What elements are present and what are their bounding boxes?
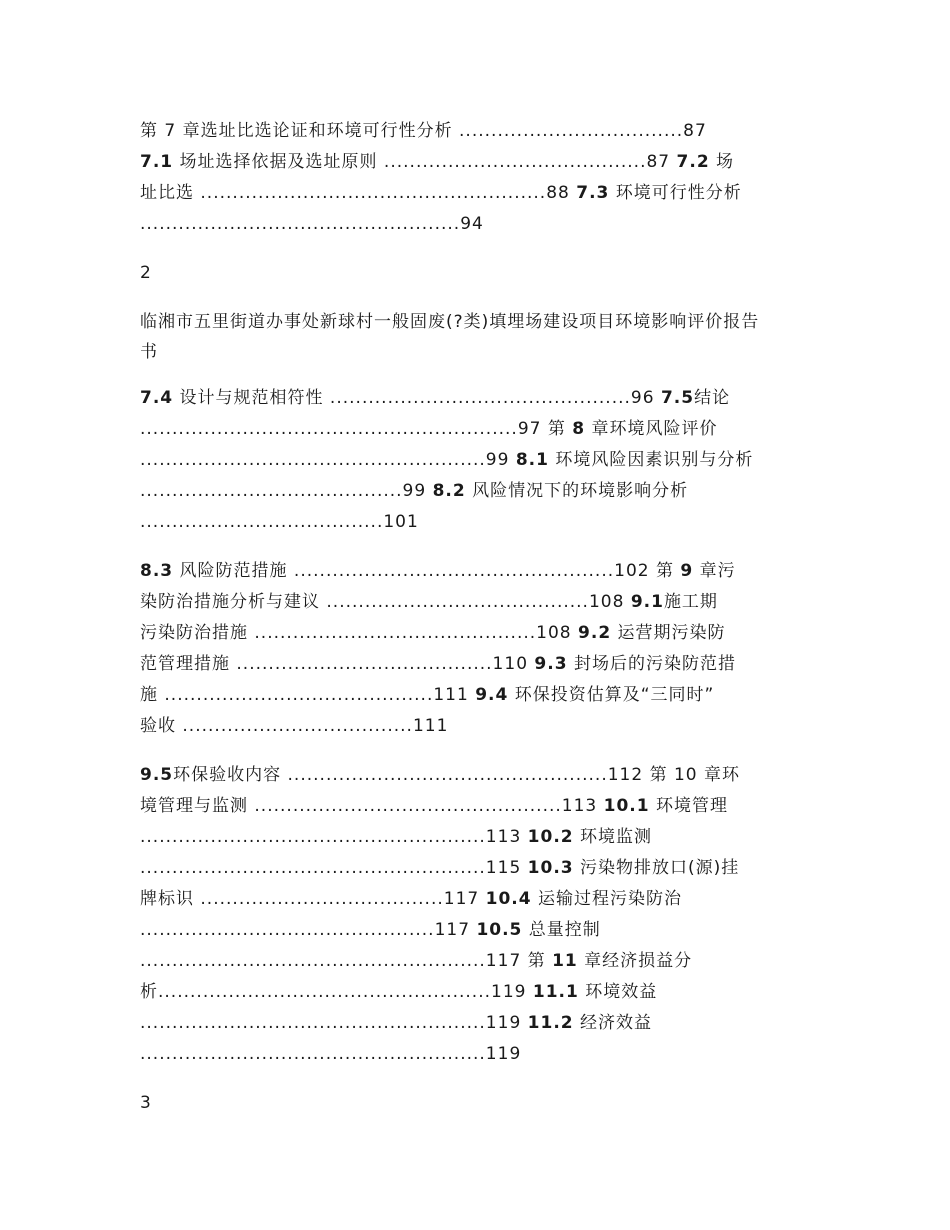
toc-text: 环境效益 — [578, 982, 658, 1002]
toc-line — [140, 951, 692, 971]
toc-text: 环境监测 — [573, 827, 653, 847]
toc-text: ......................................................119 — [140, 1044, 522, 1064]
toc-line — [140, 827, 652, 847]
toc-text: 污染防治措施 ............................................108 — [140, 623, 579, 643]
section-number: 9.2 — [578, 623, 612, 643]
toc-line — [140, 214, 484, 234]
toc-text: ......................................................99 — [140, 450, 516, 470]
toc-line — [140, 982, 657, 1002]
toc-line — [140, 419, 718, 439]
section-number: 9 — [680, 561, 694, 581]
section-number: 10.3 — [527, 858, 574, 878]
toc-line — [140, 889, 682, 909]
toc-text: 场 — [709, 152, 735, 172]
section-number: 8 — [572, 419, 586, 439]
toc-line — [140, 183, 742, 203]
toc-text: ..................................................94 — [140, 214, 484, 234]
toc-line — [140, 388, 730, 408]
toc-text: 章环境风险评价 — [585, 419, 718, 439]
toc-text: 风险防范措施 ..................................................102 第 — [173, 561, 681, 581]
toc-line — [140, 858, 739, 878]
toc-text: 结论 — [694, 388, 731, 408]
toc-line — [140, 561, 736, 581]
section-number: 9.5 — [140, 765, 174, 785]
toc-text: .........................................99 — [140, 481, 433, 501]
section-number: 7.4 — [140, 388, 174, 408]
toc-line — [140, 654, 736, 674]
toc-text: 污染物排放口(源)挂 — [573, 858, 740, 878]
toc-line — [140, 765, 740, 785]
toc-text: ......................................................113 — [140, 827, 528, 847]
toc-text: ......................................................117 第 — [140, 951, 553, 971]
toc-line — [140, 121, 707, 141]
section-number: 7.3 — [576, 183, 610, 203]
toc-text: 场址选择依据及选址原则 .........................................87 — [173, 152, 677, 172]
section-number: 10.2 — [527, 827, 574, 847]
section-number: 10.4 — [485, 889, 532, 909]
section-number: 11.1 — [532, 982, 579, 1002]
toc-text: 址比选 ......................................................88 — [140, 183, 577, 203]
toc-text: 总量控制 — [522, 920, 601, 940]
section-number: 10.5 — [476, 920, 523, 940]
toc-line — [140, 716, 448, 736]
toc-text: 运输过程污染防治 — [531, 889, 682, 909]
section-number: 7.1 — [140, 152, 174, 172]
toc-text: 染防治措施分析与建议 .........................................108 — [140, 592, 631, 612]
toc-text: 运营期污染防 — [611, 623, 726, 643]
toc-text: 封场后的污染防范措 — [567, 654, 736, 674]
section-number: 8.1 — [515, 450, 549, 470]
toc-text: 验收 ....................................111 — [140, 716, 449, 736]
toc-text: 环境风险因素识别与分析 — [548, 450, 754, 470]
toc-line — [140, 623, 726, 643]
section-number: 9.3 — [534, 654, 568, 674]
section-number: 9.1 — [630, 592, 664, 612]
toc-line — [140, 512, 419, 532]
section-number: 8.3 — [140, 561, 174, 581]
toc-line — [140, 920, 601, 940]
section-number: 9.4 — [475, 685, 509, 705]
section-number: 8.2 — [432, 481, 466, 501]
toc-text: 牌标识 ......................................117 — [140, 889, 486, 909]
toc-text: 环保验收内容 ..................................................112 第 10 章环 — [173, 765, 741, 785]
page-number: 2 — [140, 263, 151, 283]
toc-text: 经济效益 — [573, 1013, 653, 1033]
section-number: 7.5 — [660, 388, 695, 408]
toc-text: 设计与规范相符性 ...............................................96 — [173, 388, 661, 408]
toc-text: 书 — [140, 342, 158, 362]
section-number: 11 — [552, 951, 578, 971]
toc-line — [140, 481, 688, 501]
toc-line — [140, 1013, 652, 1033]
toc-text: ...........................................................97 第 — [140, 419, 573, 439]
toc-text: 风险情况下的环境影响分析 — [465, 481, 689, 501]
toc-text: 施 ..........................................111 — [140, 685, 476, 705]
toc-text: 第 7 章选址比选论证和环境可行性分析 ...................................87 — [140, 121, 707, 141]
toc-text: 环境可行性分析 — [609, 183, 742, 203]
toc-line — [140, 342, 158, 362]
toc-text: 环保投资估算及“三同时” — [508, 685, 715, 705]
toc-text: 环境管理 — [649, 796, 728, 816]
toc-text: 临湘市五里街道办事处新球村一般固废(?类)填埋场建设项目环境影响评价报告 — [140, 312, 760, 332]
toc-line — [140, 312, 759, 332]
toc-line — [140, 152, 734, 172]
toc-line — [140, 592, 718, 612]
toc-text: 章经济损益分 — [577, 951, 693, 971]
toc-text: 析....................................................119 — [140, 982, 533, 1002]
section-number: 7.2 — [676, 152, 710, 172]
section-number: 11.2 — [527, 1013, 574, 1033]
toc-line — [140, 450, 753, 470]
toc-text: 境管理与监测 ................................................113 — [140, 796, 604, 816]
toc-text: 章污 — [693, 561, 736, 581]
toc-line — [140, 796, 728, 816]
toc-text: ......................................................115 — [140, 858, 528, 878]
section-number: 10.1 — [603, 796, 650, 816]
toc-text: 施工期 — [663, 592, 718, 612]
toc-text: ......................................................119 — [140, 1013, 528, 1033]
toc-line — [140, 685, 714, 705]
page-number: 3 — [140, 1093, 151, 1113]
toc-text: 范管理措施 ........................................110 — [140, 654, 535, 674]
toc-text: ......................................101 — [140, 512, 419, 532]
toc-line — [140, 1044, 521, 1064]
toc-text: ..............................................117 — [140, 920, 477, 940]
